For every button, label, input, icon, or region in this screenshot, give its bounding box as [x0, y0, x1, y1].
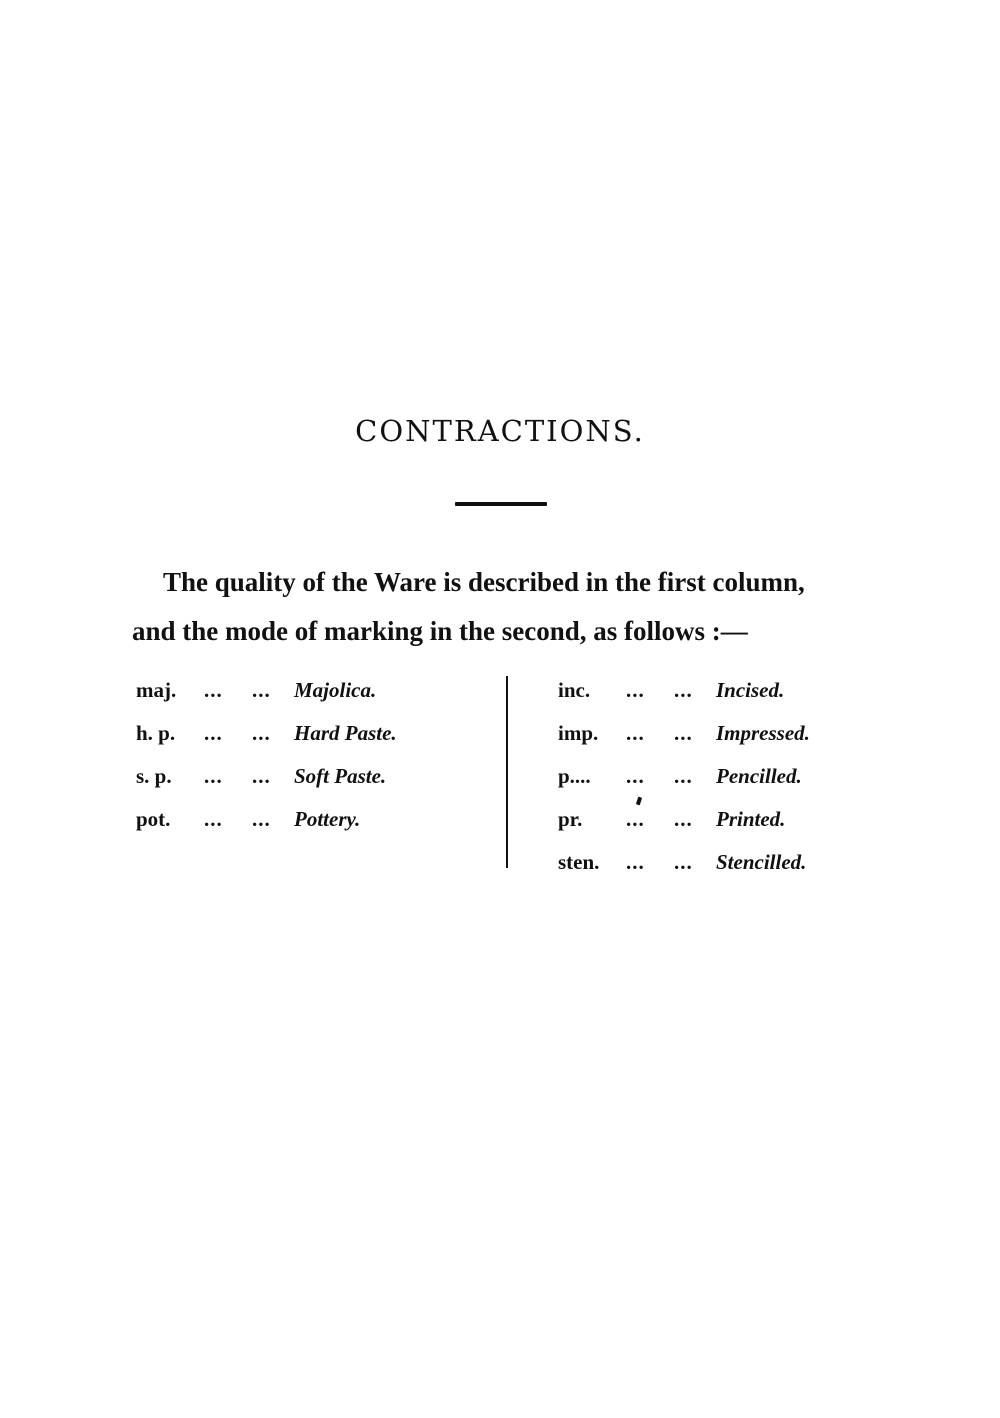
quality-abbr: maj. [136, 678, 177, 702]
intro-line-1: The quality of the Ware is described in the first column, [163, 567, 805, 597]
marking-abbr: pr. [558, 807, 583, 831]
marking-abbr: sten. [558, 850, 600, 874]
leader-dots: ... [626, 678, 645, 702]
marking-abbr: imp. [558, 721, 599, 745]
leader-dots: ... [252, 807, 271, 831]
quality-meaning: Soft Paste. [294, 764, 387, 788]
marking-abbr: p.... [558, 764, 591, 788]
marking-meaning: Pencilled. [716, 764, 802, 788]
leader-dots: ... [252, 678, 271, 702]
leader-dots: ... [674, 678, 693, 702]
quality-meaning: Hard Paste. [294, 721, 397, 745]
leader-dots: ... [626, 721, 645, 745]
leader-dots: ... [204, 721, 223, 745]
leader-dots: ... [674, 764, 693, 788]
leader-dots: ... [626, 850, 645, 874]
leader-dots: ... [252, 721, 271, 745]
intro-line-2: and the mode of marking in the second, as follows :— [132, 616, 748, 646]
quality-meaning: Majolica. [294, 678, 377, 702]
quality-abbr: h. p. [136, 721, 176, 745]
marking-meaning: Stencilled. [716, 850, 807, 874]
marking-meaning: Impressed. [716, 721, 810, 745]
leader-dots: ... [626, 807, 645, 831]
leader-dots: ... [252, 764, 271, 788]
leader-dots: ... [204, 764, 223, 788]
marking-meaning: Printed. [716, 807, 786, 831]
leader-dots: ... [626, 764, 645, 788]
leader-dots: ... [674, 721, 693, 745]
leader-dots: ... [204, 807, 223, 831]
quality-abbr: pot. [136, 807, 171, 831]
intro-paragraph [132, 558, 892, 656]
marking-abbr: inc. [558, 678, 591, 702]
quality-abbr: s. p. [136, 764, 172, 788]
leader-dots: ... [674, 850, 693, 874]
title-rule [455, 502, 547, 506]
leader-dots: ... [674, 807, 693, 831]
leader-dots: ... [204, 678, 223, 702]
column-divider [506, 676, 508, 868]
page-title: CONTRACTIONS. [355, 414, 645, 448]
marking-meaning: Incised. [716, 678, 785, 702]
quality-meaning: Pottery. [294, 807, 361, 831]
